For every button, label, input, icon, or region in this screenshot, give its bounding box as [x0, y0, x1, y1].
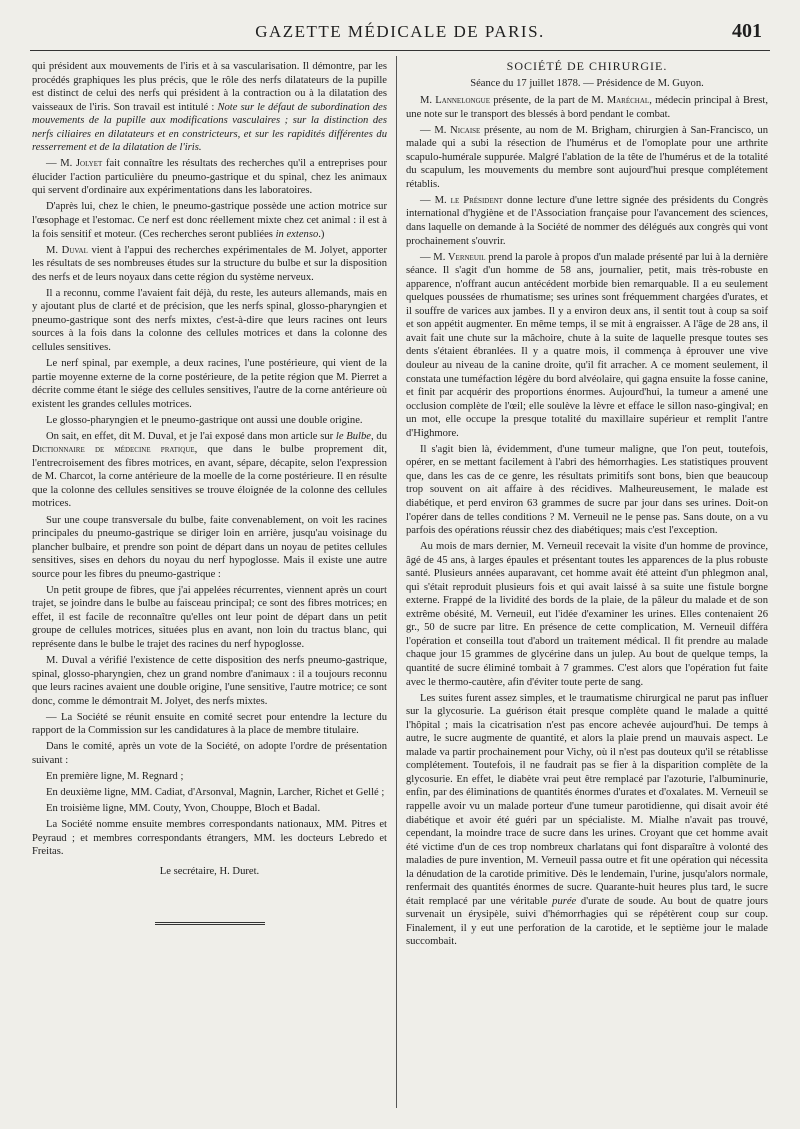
paragraph	[406, 251, 768, 441]
session-line: Séance du 17 juillet 1878. — Présidence de M. Guyon.	[470, 77, 704, 89]
signature: Le secrétaire, H. Duret.	[159, 865, 260, 877]
left-column	[32, 60, 387, 925]
paragraph	[32, 430, 387, 511]
paragraph: La Société nomme ensuite membres correspondants nationaux, MM. Pitres et Peyraud ; et membres correspondants étrangers, MM. les docteurs Lebredo et Freitas.	[32, 818, 387, 858]
dictionary-title: Dictionnaire de médecine pratique	[32, 444, 195, 456]
text: donne lecture d'une lettre signée des présidents du Congrès international d'hygiène et de l'Association française pour l'avancement des sciences, dans laquelle on demande à la Société de nommer des délégués aux congrès qui vont prochainement s'ouvrir.	[406, 194, 768, 247]
text: D'après lui, chez le chien, le pneumo-gastrique possède une action motrice sur l'œsophage et l'estomac. Ce nerf est donc réellement mixte chez cet animal : il est à la fois sensitif et moteur. (Ces recherches seront publiées	[32, 201, 387, 240]
text: présente, de la part de M.	[489, 95, 607, 107]
speaker-name: M. Lannelongue	[420, 95, 490, 107]
text: présente, au nom de M. Brigham, chirurgien à San-Francisco, un malade qui a subi la résection de l'humérus et de l'omoplate pour une arthrite scapulo-humérale suppurée. Malgré l'ablation de la tête de l'humérus et de la totalité du scapulum, les mouvements du membre sont aujourd'hui presque complétement rétablis.	[406, 124, 769, 190]
paragraph: En deuxième ligne, MM. Cadiat, d'Arsonval, Magnin, Larcher, Richet et Gellé ;	[46, 786, 385, 798]
speaker-name: — M. Verneuil	[420, 251, 486, 263]
paragraph: Sur une coupe transversale du bulbe, faite convenablement, on voit les racines principales du pneumo-gastrique se diriger loin en arrière, jusqu'au voisinage du plancher bulbaire, et prendre son point de départ dans un noyau de petites cellules sensitives, sises en dehors du noyau du nerf hypoglosse. Mais il existe une autre source pour les fibres du pneumo-gastrique :	[32, 514, 387, 580]
right-column	[406, 60, 768, 952]
paragraph: Il a reconnu, comme l'avaient fait déjà, du reste, les auteurs allemands, mais en y ajoutant plus de clarté et de précision, que les nerfs spinal, glosso-pharyngien et pneumo-gastrique sont des nerfs mixtes, c'est-à-dire que leurs racines ont leurs sources à la fois dans la colonne des cellules motrices et dans la colonne des cellules sensitives.	[32, 287, 387, 353]
text: , du	[371, 430, 387, 442]
text: On sait, en effet, dit M. Duval, et je l'ai exposé dans mon article sur	[46, 430, 336, 442]
masthead	[30, 14, 770, 48]
column-divider	[396, 56, 397, 1108]
paragraph	[32, 60, 387, 155]
paragraph: Il s'agit bien là, évidemment, d'une tumeur maligne, que l'on peut, toutefois, opérer, en se mettant facilement à l'abri des hémorrhagies. Les statistiques prouvent que, dans les cas de ce genre, les résultats primitifs sont bons, bien que beaucoup trop souvent on ait affaire à des récidives. Malheureusement, le malade est diabétique, et perd environ 63 grammes de sucre par jour dans ses urines. Doit-on l'opérer dans de telles conditions ? M. Verneuil ne le pense pas. Sans doute, on a vu parfois des opérations réussir chez des diabétiques; mais c'est l'exception.	[406, 443, 768, 537]
text: fait connaître les résultats des recherches qu'il a entreprises pour élucider l'action particulière du pneumo-gastrique et du spinal, chez les animaux qui servent d'ordinaire aux expérimentations dans les laboratoires.	[32, 158, 387, 197]
journal-title: GAZETTE MÉDICALE DE PARIS.	[255, 22, 545, 41]
article-title: Note sur le défaut de subordination des mouvements de la pupille aux modifications vasculaires ; sur la distinction des nerfs ciliaires en dilatateurs et en constricteurs, et sur les rapidités différentes du resserrement et de la dilatation de l'iris.	[32, 101, 387, 154]
page-number: 401	[732, 20, 762, 42]
section-end-rule	[155, 922, 265, 925]
text: vient à l'appui des recherches expérimentales de M. Jolyet, apporter les résultats de ses nombreuses études sur la structure du bulbe et sur la disposition des nerfs et de leurs noyaux dans cette région du système nerveux.	[32, 244, 387, 283]
speaker-name: M. Jolyet	[60, 158, 103, 170]
paragraph: — La Société se réunit ensuite en comité secret pour entendre la lecture du rapport de la Commission sur les candidatures à la place de membre titulaire.	[32, 711, 387, 737]
text: in extenso	[275, 228, 319, 240]
header-rule	[30, 50, 770, 51]
section-title: SOCIÉTÉ DE CHIRURGIE.	[506, 59, 668, 73]
paragraph	[32, 244, 387, 285]
text: Les suites furent assez simples, et le traumatisme chirurgical ne parut pas influer sur la glycosurie. La guérison était presque complète quand le malade a quitté l'hôpital ; mais la cicatrisation n'est pas encore achevée aujourd'hui. De temps à autre, le sucre augmente de quantité, et alors la plaie prend un mauvais aspect. Le malade va partir prochainement pour Vichy, où il n'est pas douteux qu'il se rétablisse complétement. Toutefois, il ne faudrait pas se fier à la disparition complète de la glycosurie. En effet, le diabète vrai peut être remplacé par l'azoturie, l'albuminurie, enfin, par des éliminations de quantités énormes d'urates et d'oxalates. M. Verneuil se rappelle avoir vu un malade porteur d'une tumeur parotidienne, qui disait avoir été diabétique et avoir été guéri par un spécialiste. M. Mialhe n'avait pas trouvé, cependant, la moindre trace de sucre dans les urines. Croyant que cet homme avait été victime d'un de ces trop nombreux charlatans qui font disparaître à volonté des maladies de pure invention, M. Verneuil passa outre et fit une opération qui nécessita la dénudation de la carotide primitive. Dès le lendemain, l'urine, jusqu'alors normale, renfermait des quantités énormes de sucre. Quarante-huit heures plus tard, le sucre était remplacé par une véritable	[406, 692, 768, 907]
paragraph: Au mois de mars dernier, M. Verneuil recevait la visite d'un homme de province, âgé de 45 ans, à larges épaules et présentant toutes les apparences de la plus robuste santé. Plusieurs années auparavant, cet homme avait été atteint d'un phlegmon anal, qui s'était reproduit plusieurs fois et qui avait laissé à sa suite une fistule borgne externe. Frappé de la lividité des bords de la plaie, de la pâleur du malade et de son extrême obésité, M. Verneuil, eut l'idée d'examiner les urines. Elles contenaient 26 gr., 50 de sucre par litre. En présence de cette complication, M. Verneuil différa l'opération et conseilla tout d'abord un traitement médical. Il fit prendre au malade chaque jour 15 grammes de glycérine dans un julep. Au bout de quelque temps, la quantité de sucre éliminé tombait à 7 grammes. C'est alors que l'opération fut faite avec le thermo-cautère, afin d'éviter toute perte de sang.	[406, 541, 768, 688]
paragraph	[406, 124, 768, 192]
paragraph: En première ligne, M. Regnard ;	[46, 770, 184, 782]
paragraph: — M. Jolyet fait connaître les résultats des recherches qu'il a entreprises pour élucider l'action particulière du pneumo-gastrique et du spinal, chez les animaux qui servent d'ordinaire aux expérimentations dans les laboratoires.	[32, 158, 387, 197]
paragraph: Un petit groupe de fibres, que j'ai appelées récurrentes, viennent après un court trajet, se joindre dans le bulbe au faisceau principal; ce sont des fibres motrices; en effet, il est facile de reconnaître qu'elles ont leur point de départ dans un petit groupe de cellules motrices, situées plus en avant, non loin du tractus blanc, qui représente dans le bulbe le trajet des racines du nerf hypoglosse.	[32, 584, 387, 650]
text: .)	[318, 228, 325, 240]
text: prend la parole à propos d'un malade présenté par lui à la dernière séance. Il s'agit d'un homme de 58 ans, journalier, petit, mais très-robuste en apparence, n'offrant aucun antécédent morbide bien remarquable. Il a eu seulement quelques poussées de rhumatisme; ses urines sont fréquemment chargées d'urates, et il souffre de varices aux jambes. Il y a environ deux ans, il sentit tout à coup sa soif et son appétit augmenter. En même temps, il se mit à engraisser. A l'âge de 28 ans, il avait fait une chute sur la mâchoire, chute à la suite de laquelle presque toutes ses dents s'étaient ébranlées. Il y a quatre mois, il commença à éprouver une vive douleur au niveau de la canine droite, qu'il fit arracher. A ce moment seulement, il constata une tuméfaction légère du bord alvéolaire, qui gagna ensuite la fosse canine, et finit par acquérir des proportions énormes. Aujourd'hui, la tumeur a amené une occlusion complète de l'œil; elle soulève la lèvre et efface le sillon naso-gingival; en un mot, elle occupe la presque totalité du maxillaire supérieur et remplit l'antre d'Highmore.	[406, 251, 769, 439]
paragraph: En troisième ligne, MM. Couty, Yvon, Chouppe, Bloch et Badal.	[46, 802, 321, 814]
speaker-name: — M. Nicaise	[420, 124, 481, 136]
text: d'urate de soude. Au bout de quatre jours survenait un érysipèle, suivi d'hémorrhagies qui se répétèrent coup sur coup. Finalement, il y eut une perforation de la carotide, et le septième jour le malade succombait.	[406, 895, 768, 948]
text: qui président aux mouvements de l'iris et à sa vascularisation. Il démontre, par les procédés graphiques les plus précis, que le rôle des nerfs dilatateurs de la pupille est distinct de celui des nerfs qui président à la contraction ou à la dilatation des vaisseaux de l'iris. Son travail est intitulé :	[32, 61, 387, 113]
text: , médecin principal à Brest, une note sur le transport des blessés à bord pendant le combat.	[406, 95, 768, 120]
paragraph: Le nerf spinal, par exemple, a deux racines, l'une postérieure, qui vient de la partie moyenne externe de la corne postérieure, de la petite région que M. Pierret a décrite comme étant le siége des cellules sensitives, l'autre de la corne antérieure où existent les grandes cellules motrices.	[32, 357, 387, 410]
text: , que dans le bulbe proprement dit, l'entrecroisement des fibres motrices, en avant, sépare, décapite, selon l'expression de M. Charcot, la corne antérieure de la moelle de la corne postérieure. Il en résulte que la colonne des cellules sensitives se trouve éloignée de la colonne des cellules motrices.	[32, 444, 387, 510]
paragraph: Le glosso-pharyngien et le pneumo-gastrique ont aussi une double origine.	[46, 414, 363, 426]
paragraph: M. Duval a vérifié l'existence de cette disposition des nerfs pneumo-gastrique, spinal, glosso-pharyngien, chez un grand nombre d'animaux : il a toujours reconnu que leurs racines avaient une double origine, l'une sensitive, l'autre motrice; ce sont donc, comme le démontrait M. Jolyet, des nerfs mixtes.	[32, 654, 387, 707]
speaker-name: — M. le Président	[420, 194, 503, 206]
paragraph	[32, 200, 387, 241]
paragraph	[406, 194, 768, 248]
text: le Bulbe	[335, 430, 372, 442]
paragraph	[406, 94, 768, 121]
speaker-name: Maréchal	[606, 95, 650, 107]
text: purée	[552, 895, 577, 907]
speaker-name: M. Duval	[46, 244, 88, 256]
paragraph: Dans le comité, après un vote de la Société, on adopte l'ordre de présentation suivant :	[32, 741, 387, 766]
paragraph	[406, 692, 768, 949]
